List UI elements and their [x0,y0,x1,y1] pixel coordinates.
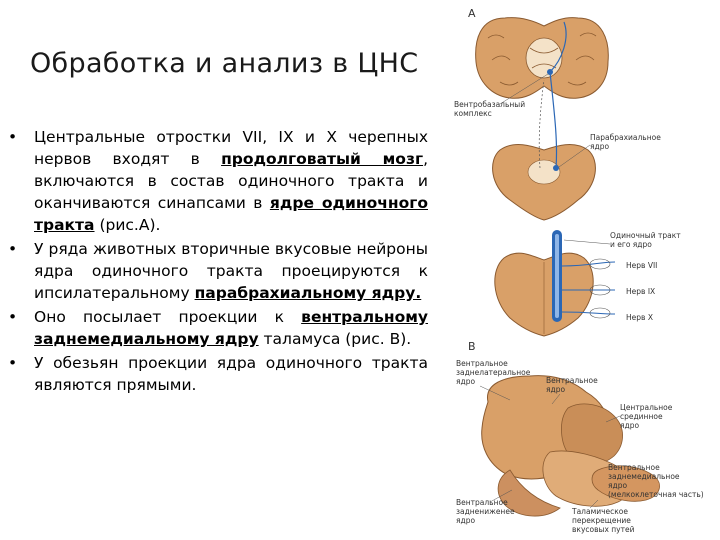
label-vent-1: Вентральное [546,376,598,385]
slide-title: Обработка и анализ в ЦНС [30,48,419,79]
label-vpl-2: заднелатеральное [456,368,531,377]
label-vpm-2: заднемедиальное [608,472,680,481]
label-cm-1: Центральное [620,403,673,412]
label-parabrachial-1: Парабрахиальное [590,133,661,142]
bullet-list [8,126,428,398]
bullet-item [8,306,428,350]
bullet-item [8,352,428,396]
bullet-text: , включаются в состав одиночного тракта и оканчиваются синапсами в [34,150,429,212]
bullet-text: таламуса (рис. В). [258,330,412,348]
label-vpi-2: заднениженее [456,507,515,516]
label-nerve-x: Нерв X [626,313,653,322]
bullet-item [8,238,428,304]
label-vpm-4: (мелкоклеточная часть) [608,490,704,499]
bullet-text: У обезьян проекции ядра одиночного тракта являются прямыми. [34,354,428,394]
anatomy-figure [440,0,720,540]
label-ventrobasal-1: Вентробазальный [454,100,526,109]
bullet-item [8,126,428,236]
bullet-text: У ряда животных вторичные вкусовые нейроны ядра одиночного тракта проецируются к ипсилатеральному [34,240,428,302]
highlight-solitary-nucleus: ядре одиночного тракта [34,194,428,234]
label-vent-2: ядро [546,385,566,394]
highlight-medulla: продолговатый мозг [221,150,424,168]
figure-svg [440,0,720,540]
cerebrum-section [476,18,609,99]
label-cm-3: ядро [620,421,640,430]
panel-b-label: В [468,340,476,353]
label-decus-1: Таламическое [572,507,629,516]
label-nerve-ix: Нерв IX [626,287,656,296]
label-vpi-3: ядро [456,516,476,525]
medulla-section [495,230,615,336]
label-decus-3: вкусовых путей [572,525,635,534]
label-solitary-2: и его ядро [610,240,652,249]
highlight-parabrachial: парабрахиальному ядру. [194,284,422,302]
label-ventrobasal-2: комплекс [454,109,492,118]
label-decus-2: перекрещение [572,516,631,525]
panel-a-label: А [468,7,476,20]
label-vpl-1: Вентральное [456,359,508,368]
label-vpm-3: ядро [608,481,628,490]
label-vpm-1: Вентральное [608,463,660,472]
bullet-text: Оно посылает проекции к [34,308,302,326]
label-cm-2: срединное [620,412,663,421]
label-vpl-3: ядро [456,377,476,386]
bullet-text: (рис.А). [94,216,161,234]
highlight-vpm: вентральному заднемедиальному ядру [34,308,428,348]
bullet-text: Центральные отростки VII, IX и X черепных нервов входят в [34,128,428,168]
label-parabrachial-2: ядро [590,142,610,151]
label-solitary-1: Одиночный тракт [610,231,681,240]
label-nerve-vii: Нерв VII [626,261,658,270]
label-vpi-1: Вентральное [456,498,508,507]
